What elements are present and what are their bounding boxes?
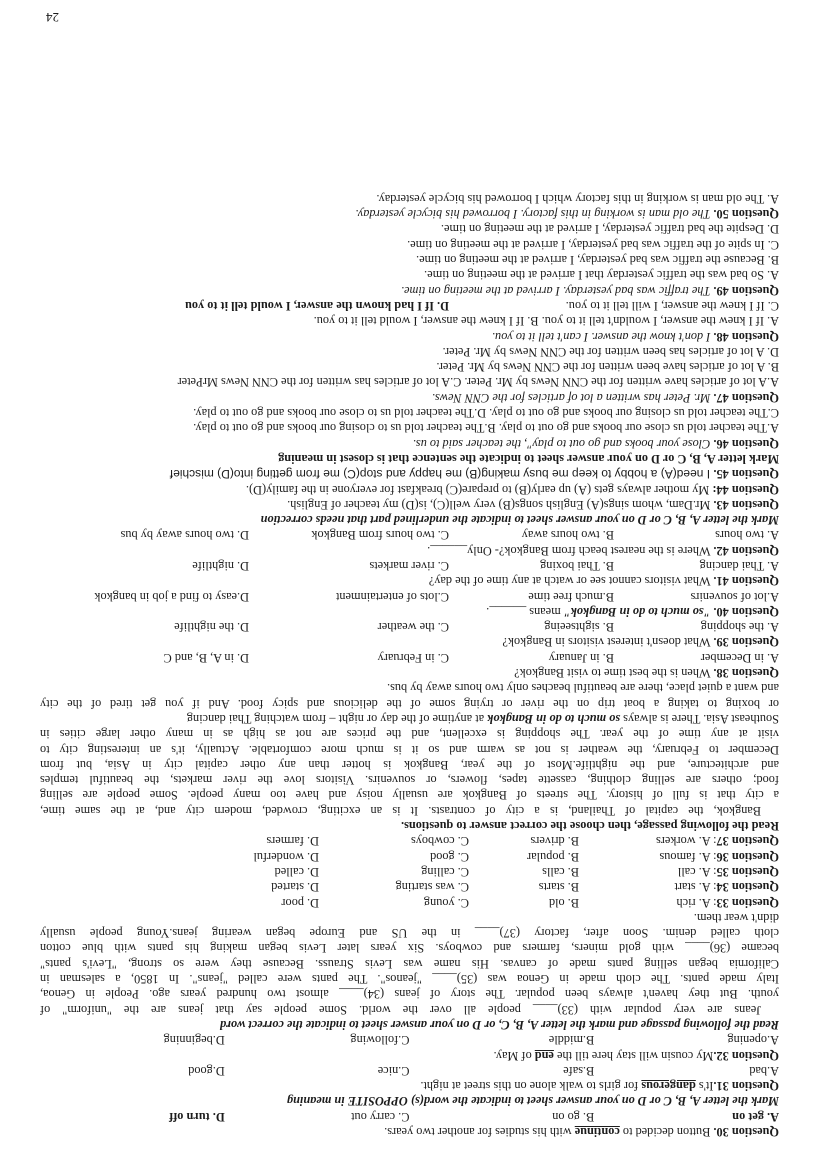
option-d[interactable]: D. If I had known the answer, I would tell it to you (185, 298, 449, 313)
option-line[interactable]: A.The teacher told us close our books and go out to play. B.The teacher told us to closing our books and go out to play. (193, 421, 779, 436)
option-c[interactable]: C. carry out (351, 1109, 410, 1124)
question-label: Question 45. (713, 467, 779, 482)
question-text: I need(A) a hobby to keep me busy making(B) me happy and stop(C) me from getting into(D) mischief (169, 467, 714, 482)
passage-text: Southeast Asia. There is always (620, 711, 779, 726)
question-48 (40, 328, 779, 343)
option-a[interactable]: A.bad (749, 1063, 779, 1078)
question-50 (40, 206, 779, 221)
question-text: Where is the nearest beach from Bangkok?- Only______. (427, 543, 714, 558)
question-32 (40, 1047, 779, 1062)
option-line[interactable]: B. Because the traffic was bad yesterday, I arrived at the meeting on time. (416, 253, 779, 268)
option-c[interactable]: C. calling (421, 864, 469, 879)
question-34 (40, 879, 779, 894)
question-label: Question 43. (713, 497, 779, 512)
question-31 (40, 1078, 779, 1093)
option-a[interactable]: A. Thai dancing (699, 559, 779, 574)
passage-line (40, 711, 779, 726)
question-text: Close your books and go out to play", the teacher said to us. (412, 436, 714, 451)
question-41 (40, 573, 779, 588)
option-d[interactable]: D. turn off (169, 1109, 225, 1124)
option-b[interactable]: B. old (548, 895, 579, 910)
option-line[interactable]: D. Despite the bad traffic yesterday, I arrived at the meeting on time. (440, 222, 779, 237)
option-c[interactable]: C. two hours from Bangkok (311, 528, 449, 543)
question-text: for girls to walk alone on this street at night. (420, 1079, 642, 1094)
question-label: Question 38. (713, 666, 779, 681)
question-47 (40, 389, 779, 404)
question-46 (40, 435, 779, 450)
passage-line: or boxing to taking a boat trip on the river or trying some of the delicious and spicy food. And if you get tired of the city (40, 696, 779, 711)
option-a[interactable]: A.opening (727, 1033, 779, 1048)
question-40-options (40, 588, 779, 603)
option-d[interactable]: D.easy to find a job in bangkok (94, 589, 249, 604)
option-b[interactable]: B. two hours away (521, 528, 614, 543)
question-text: My cousin will stay here till the (553, 1048, 714, 1063)
target-word: end (534, 1048, 554, 1063)
passage-text: at anytime of the day or night – from watching Thai dancing (186, 711, 488, 726)
option-d[interactable]: D. in A, B, and C (163, 650, 249, 665)
question-label: Question 44: (712, 482, 779, 497)
question-label: Question 49. (713, 283, 779, 298)
question-text: I don't know the answer. I can't tell it to you. (491, 329, 714, 344)
question-text: The old man is working in this factory. I borrowed his bicycle yesterday. (355, 207, 714, 222)
option-c[interactable]: C. the weather (377, 620, 449, 635)
question-42-options (40, 527, 779, 542)
option-b[interactable]: B. in January (548, 650, 614, 665)
question-38 (40, 665, 779, 680)
section-heading-opposite: Mark the letter A, B, C or D on your answer sheet to indicate the word(s) OPPOSITE in meaning (286, 1094, 779, 1109)
option-line[interactable]: A. If I knew the answer, I wouldn't tell it to you. B. If I knew the answer, I would tell it to you. (313, 314, 779, 329)
question-31-options (40, 1063, 779, 1078)
passage-line: California began selling pants made of canvas. His name was Levis Strauss. Because they were so strong, "Levi's pants" (40, 956, 779, 971)
question-label: Question 46. (713, 436, 779, 451)
option-d[interactable]: D. the nightlife (174, 620, 249, 635)
option-line[interactable]: A. The old man is working in this factory which I borrowed his bicycle yesterday. (376, 191, 779, 206)
question-text: My mother always gets (A) up early(B) to prepare(C) breakfast for everyone in the family(D). (245, 482, 713, 497)
question-36 (40, 848, 779, 863)
target-word: continue (574, 1125, 620, 1139)
option-c[interactable]: C.following (350, 1033, 410, 1048)
option-c[interactable]: C. was starting (395, 880, 469, 895)
question-label: Question 31. (713, 1079, 779, 1094)
passage-line: Jeans are very popular with (33)____ people all over the world. Some people say that jeans are the "uniform" of (40, 1002, 761, 1017)
option-d[interactable]: D. two hours away by bus (120, 528, 249, 543)
option-d[interactable]: D. nightlife (192, 559, 249, 574)
question-label: Question 40. (713, 604, 779, 619)
question-30 (40, 1124, 779, 1139)
option-a[interactable]: : A. rich (676, 895, 717, 910)
passage-line: visit at any time of the year. The shopping is excellent, and the prices are not as high as in many other large cities in (40, 727, 779, 742)
question-39-options (40, 619, 779, 634)
question-text: with his studies for another two years. (384, 1125, 575, 1139)
question-text: When is the best time to visit Bangkok? (514, 666, 714, 681)
passage-line: and want a quiet place, there are beautiful beaches only two hours away by bus. (387, 681, 779, 696)
option-a[interactable]: A. get on (732, 1109, 779, 1124)
question-label: Question 42. (713, 543, 779, 558)
question-text: It's (695, 1079, 714, 1094)
passage-line: Bangkok, the capital of Thailand, is a city of contrasts. It is an exciting, crowded, modern city and, at the same time, (40, 803, 761, 818)
option-d[interactable]: D. called (274, 864, 319, 879)
option-d[interactable]: D. started (271, 880, 319, 895)
jeans-passage (40, 910, 779, 1017)
option-a[interactable]: : A. call (677, 864, 717, 879)
option-d[interactable]: D. farmers (266, 834, 319, 849)
question-text: Mr.Dam, whom sings(A) English songs(B) very well(C), is(D) my teacher of English. (287, 497, 714, 512)
question-35 (40, 864, 779, 879)
passage-emphasis: so much to do in Bangkok (487, 711, 621, 726)
question-41-options (40, 558, 779, 573)
option-d[interactable]: D. wonderful (253, 849, 319, 864)
question-label: Question 39. (713, 635, 779, 650)
bangkok-passage (40, 680, 779, 818)
question-label: Question 35 (716, 864, 779, 879)
question-label: Question 36 (716, 849, 779, 864)
option-a[interactable]: : A. workers (656, 834, 717, 849)
section-heading-closest: Mark letter A, B, C or D on your answer sheet to indicate the sentence that is closest in meaning (278, 451, 779, 466)
question-39 (40, 634, 779, 649)
option-line[interactable]: B. A lot of articles have been written for the CNN News by Mr. Peter. (436, 360, 779, 375)
question-quote: "so much to do in Bangkok" (563, 604, 714, 619)
option-c[interactable]: C. river markets (369, 559, 449, 574)
passage-line: didn't wear them. (693, 910, 779, 925)
question-33 (40, 894, 779, 909)
option-line[interactable]: D. A lot of articles has been written for the CNN News by Mr. Peter. (442, 344, 779, 359)
option-a[interactable]: A. the shopping (700, 620, 779, 635)
question-label: Question 41. (713, 574, 779, 589)
question-label: Question 33 (716, 895, 779, 910)
passage-line: December to February, the weather is not as warm and so it is much more comfortable. Actually, it's an interesting city to (40, 742, 779, 757)
question-text: of May. (493, 1048, 535, 1063)
question-text: Mr. Peter has written a lot of articles for the CNN News. (431, 390, 714, 405)
option-d[interactable]: D.beginning (163, 1033, 225, 1048)
passage-line: Italy made pants. The cloth made in Genoa was (35)____ "jeanos". The pants were called "jeans". In 1850, a salesman in (40, 972, 779, 987)
option-line[interactable]: C.The teacher told us closing our books and go out to play. D.The teacher told us to close our books and go out to play. (193, 406, 779, 421)
passage-line: and architecture, and the nightlife.Most of the year, Bangkok is hotter than any other capital city in Asia, but from (40, 757, 779, 772)
option-line[interactable]: A. So bad was the traffic yesterday that I arrived at the meeting on time. (424, 268, 779, 283)
option-c[interactable]: C. good (430, 849, 469, 864)
option-line[interactable]: C. In spite of the traffic was bad yesterday, I arrived at the meeting on time. (407, 237, 779, 252)
option-b[interactable]: B.much free time (528, 589, 614, 604)
option-c[interactable]: C. If I knew the answer, I will tell it to you. (565, 298, 779, 313)
question-label: Question 47. (713, 390, 779, 405)
question-45 (40, 466, 779, 481)
question-43 (40, 497, 779, 512)
question-label: Question 37 (716, 834, 779, 849)
question-49 (40, 282, 779, 297)
option-line (40, 298, 779, 313)
option-c[interactable]: C. cowboys (410, 834, 469, 849)
section-heading-cloze: Read the following passage and mark the letter A, B, C, or D on your answer sheet to indicate the correct word (219, 1017, 779, 1032)
option-a[interactable]: : A. start (674, 880, 717, 895)
option-c[interactable]: C.lots of entertainment (335, 589, 449, 604)
question-text: The traffic was bad yesterday. I arrived at the meeting on time. (401, 283, 714, 298)
question-label: Question 30. (713, 1125, 779, 1139)
option-b[interactable]: B. calls (542, 864, 579, 879)
section-heading-reading: Read the following passage, then choose the correct answer to questions. (401, 819, 779, 834)
option-a[interactable]: A. in December (700, 650, 779, 665)
passage-line: cloth called denim. Soon after, factory (37)____ in the US and Europe began wearing jeans.Young people usually (40, 926, 779, 941)
question-label: Question 32. (713, 1048, 779, 1063)
passage-line: a city that is full of history. The streets of Bangkok are usually noisy and have too many people. Some people are selling (40, 788, 779, 803)
option-d[interactable]: D. poor (281, 895, 319, 910)
option-a[interactable]: : A. famous (659, 849, 717, 864)
question-text: What doesn't interest visitors in Bangkok? (502, 635, 714, 650)
option-line[interactable]: A.A lot of articles have written for the CNN News by Mr. Peter. C.A lot of articles has written for the CNN News MrPeter (177, 375, 779, 390)
question-44 (40, 481, 779, 496)
question-38-options (40, 650, 779, 665)
option-b[interactable]: B. starts (538, 880, 579, 895)
option-c[interactable]: C. in February (377, 650, 449, 665)
page-number: 24 (46, 10, 59, 26)
question-37 (40, 833, 779, 848)
option-d[interactable]: D.good (188, 1063, 225, 1078)
option-c[interactable]: C.nice (377, 1063, 410, 1078)
question-label: Question 50. (713, 207, 779, 222)
option-b[interactable]: B. Thai boxing (540, 559, 614, 574)
question-30-options (40, 1108, 779, 1123)
option-b[interactable]: B. popular (527, 849, 579, 864)
question-text: What visitors cannot see or watch at any time of the day? (428, 574, 714, 589)
option-b[interactable]: B.safe (563, 1063, 595, 1078)
question-label: Question 34 (716, 880, 779, 895)
question-text: Button decided to (619, 1125, 714, 1139)
passage-line: food; others are selling clothing, cassette tapes, flowers, or souvenirs. Visitors love the river markets, the beautiful temples (40, 773, 779, 788)
option-c[interactable]: C. young (423, 895, 469, 910)
option-b[interactable]: B. drivers (530, 834, 579, 849)
option-b[interactable]: B. go on (552, 1109, 595, 1124)
option-b[interactable]: B. sightseeing (544, 620, 614, 635)
option-a[interactable]: A.lot of souvenirs (690, 589, 779, 604)
question-text: means ______. (486, 604, 564, 619)
option-a[interactable]: A. two hours (715, 528, 779, 543)
passage-line: became (36)____ with gold miners, farmers and cowboys. Six years later Levis began making his pants with blue cotton (40, 941, 779, 956)
question-40 (40, 604, 779, 619)
question-label: Question 48. (713, 329, 779, 344)
question-32-options (40, 1032, 779, 1047)
section-heading-error: Mark the letter A, B, C or D on your answer sheet to indicate the underlined part that needs correction (260, 513, 779, 528)
question-42 (40, 542, 779, 557)
option-b[interactable]: B.middle (548, 1033, 595, 1048)
target-word: dangerous (641, 1079, 696, 1094)
passage-line: youth. But they haven't always been popular. The story of jeans (34)____ almost two hundred years ago. People in Genoa, (40, 987, 779, 1002)
